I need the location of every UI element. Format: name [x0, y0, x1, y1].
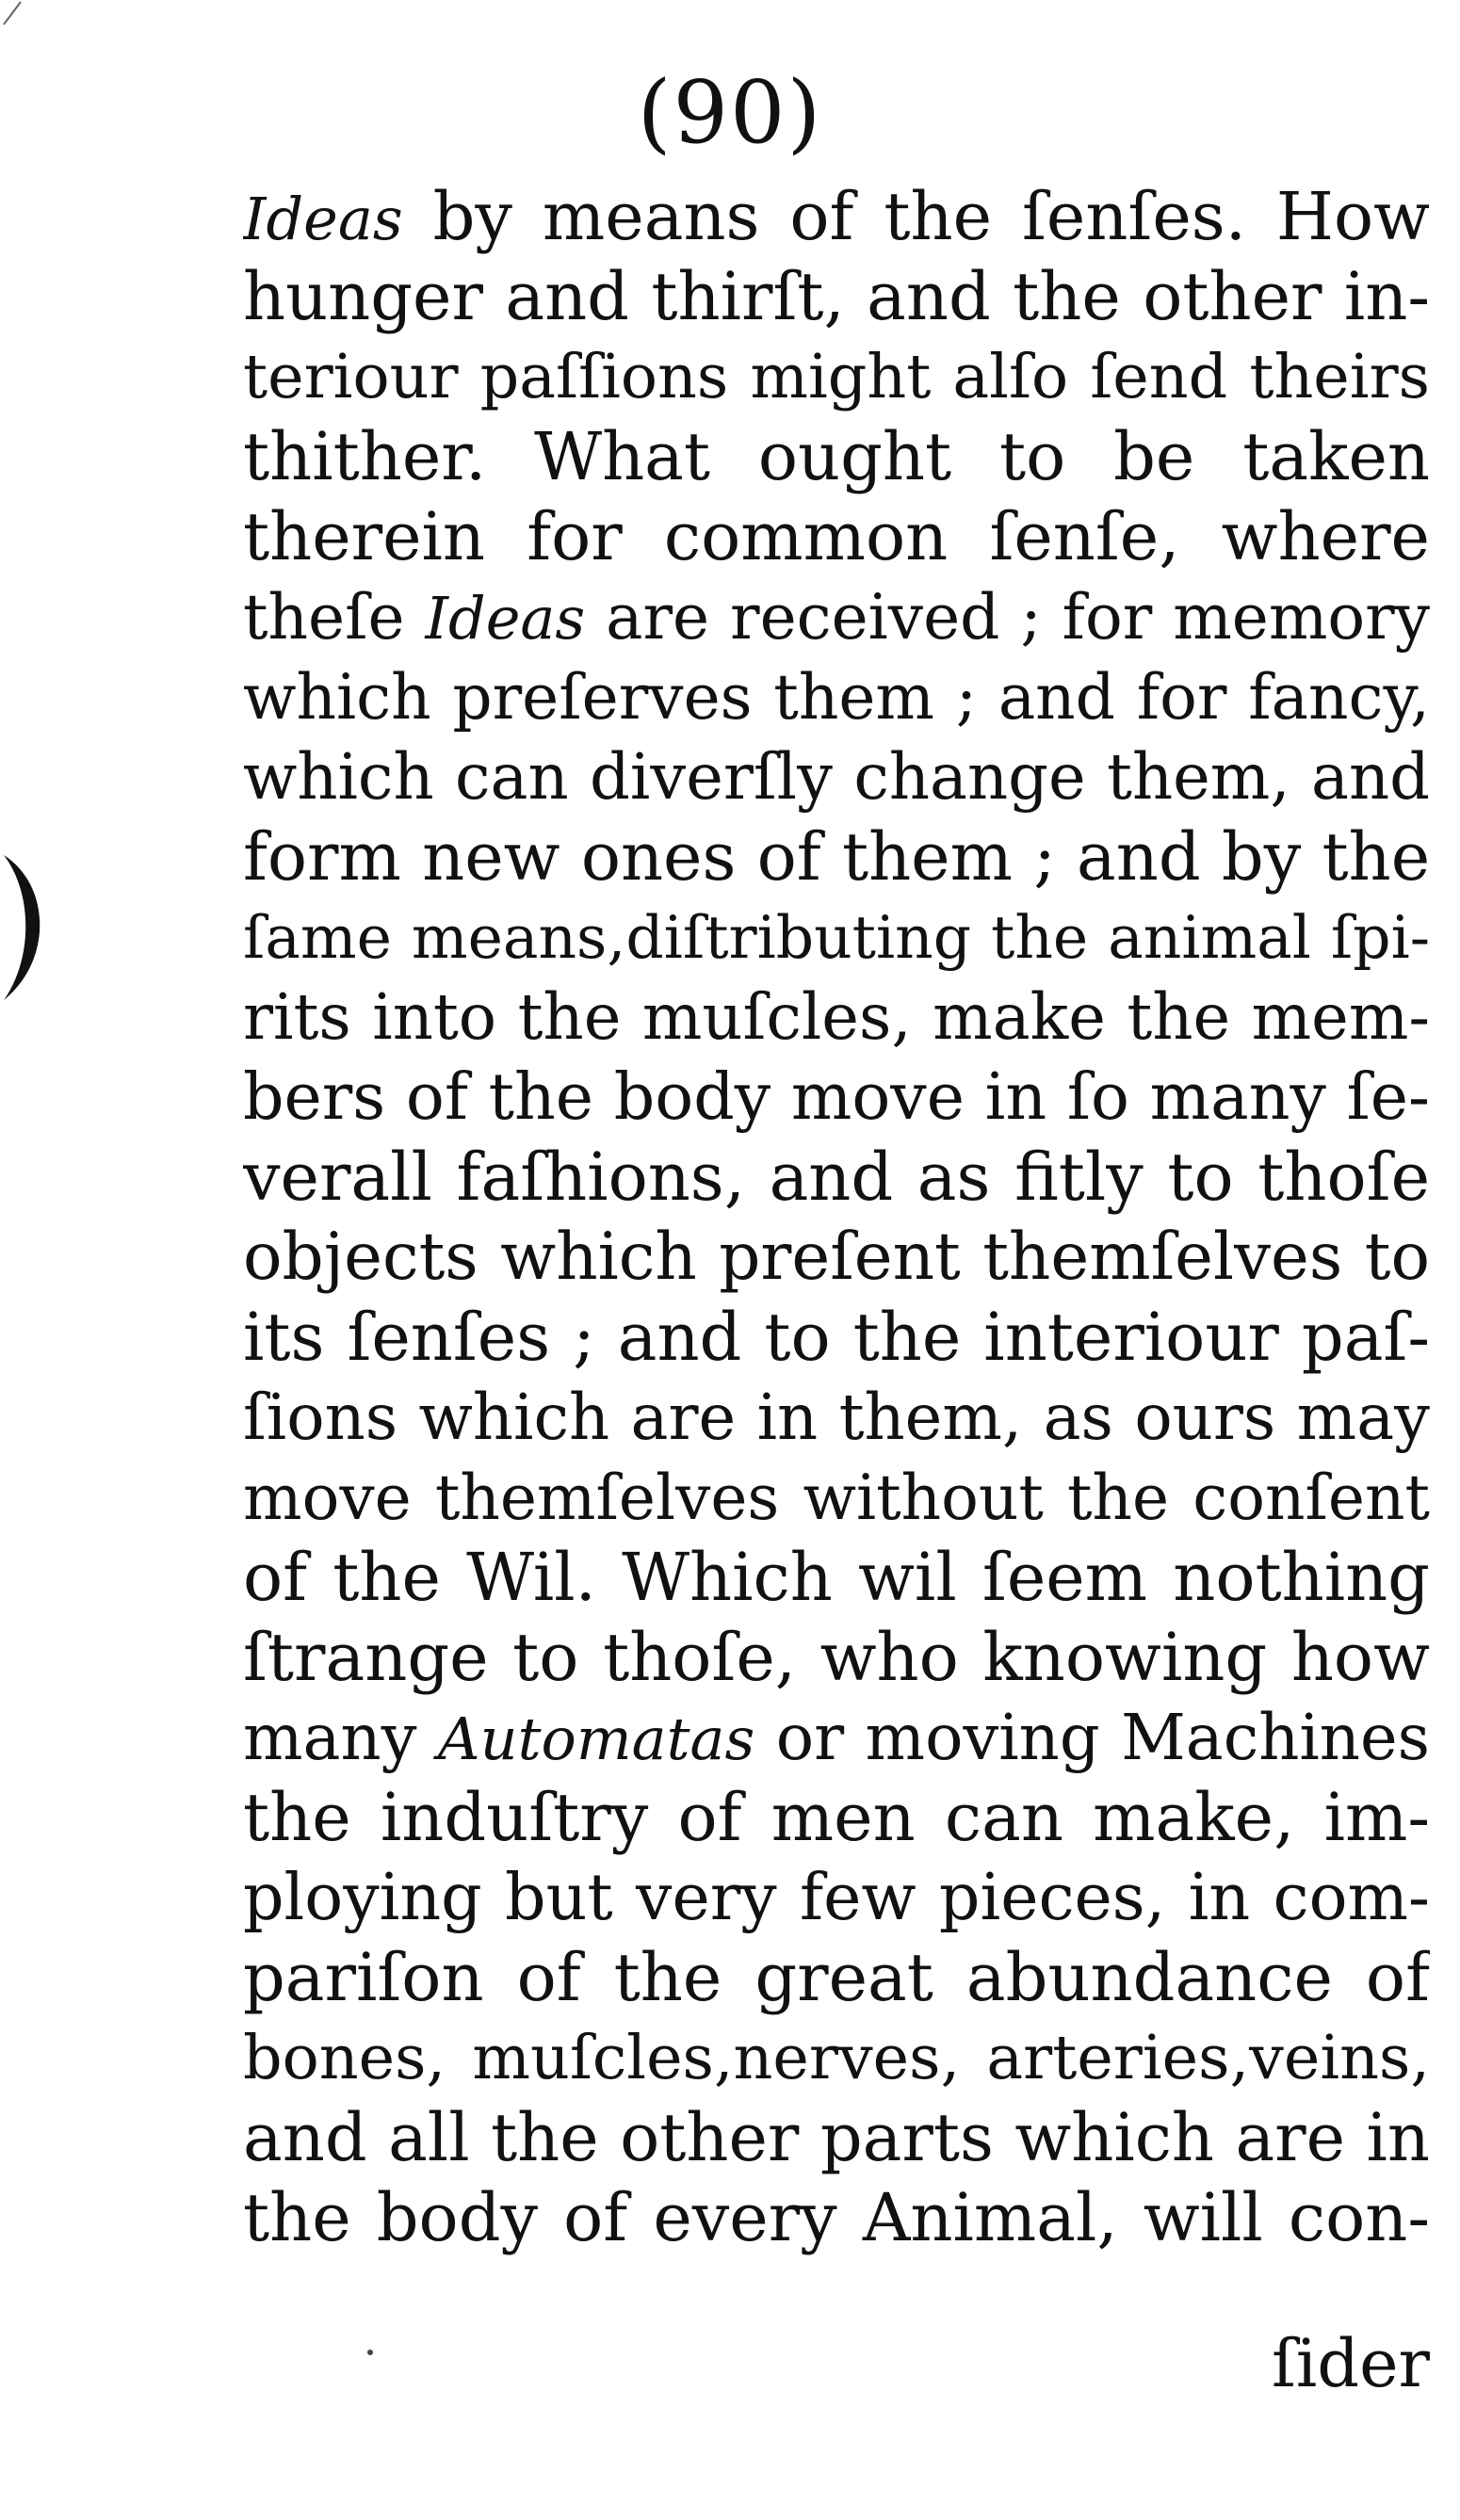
text-line: [243, 577, 1430, 657]
text-run: which can diverſly change them, and: [243, 740, 1430, 814]
text-line: [243, 657, 1430, 737]
text-run: bers of the body move in ſo many ſe-: [243, 1060, 1430, 1135]
text-line: [243, 1538, 1430, 1618]
ink-speck: [367, 2350, 373, 2355]
text-line: [243, 1698, 1430, 1778]
text-run: objects which preſent themſelves to: [243, 1220, 1430, 1295]
text-run: pariſon of the great abundance of: [243, 1939, 1430, 2016]
text-line: [243, 1618, 1430, 1698]
text-run: move themſelves without the conſent: [243, 1462, 1430, 1534]
text-line: [243, 1218, 1430, 1298]
text-run: form new ones of them ; and by the: [243, 818, 1430, 896]
text-line: [243, 337, 1430, 417]
corner-stroke-mark: [0, 0, 38, 28]
page-number: (90): [637, 62, 823, 163]
text-run: ſtrange to thoſe, who knowing how: [243, 1619, 1430, 1696]
margin-bracket-mark: [0, 848, 60, 1008]
text-line: [243, 737, 1430, 817]
text-line: [243, 2098, 1430, 2178]
text-run: rits into the muſcles, make the mem-: [243, 980, 1430, 1054]
text-line: [243, 1778, 1430, 1858]
text-run: theſe: [243, 581, 426, 654]
text-run: teriour paſſions might alſo ſend theirs: [243, 342, 1430, 412]
text-line: [243, 897, 1430, 977]
text-line: [243, 1858, 1430, 1938]
text-line: [243, 1298, 1430, 1378]
text-line: [243, 2018, 1430, 2098]
text-run: which preſerves them ; and for fancy,: [243, 661, 1430, 734]
text-run: and all the other parts which are in: [243, 2099, 1430, 2176]
text-run: bones, muſcles,nerves, arteries,veins,: [243, 2023, 1430, 2093]
body-text: [243, 177, 1430, 2258]
text-run: verall faſhions, and as fitly to thoſe: [243, 1139, 1430, 1216]
text-line: [243, 417, 1430, 497]
text-run: ſions which are in them, as ours may: [243, 1381, 1430, 1454]
text-run: are received ; for memory: [585, 581, 1430, 654]
text-line: [243, 2178, 1430, 2258]
text-line: [243, 817, 1430, 897]
text-line: [243, 1458, 1430, 1538]
text-run: many: [243, 1701, 438, 1774]
text-line: [243, 1138, 1430, 1218]
text-run: its ſenſes ; and to the interiour paſ-: [243, 1299, 1430, 1376]
text-run: or moving Machines: [754, 1701, 1430, 1774]
text-run: by means of the ſenſes. How: [402, 178, 1430, 255]
italic-word: Ideas: [425, 584, 586, 653]
italic-word: Automatas: [437, 1704, 755, 1773]
text-line: [243, 177, 1430, 257]
text-run: the body of every Animal, will con-: [243, 2179, 1430, 2256]
text-line: [243, 497, 1430, 577]
text-run: ſame means,diſtributing the animal ſpi-: [243, 903, 1430, 972]
text-line: [243, 1378, 1430, 1458]
text-run: of the Wil. Which wil ſeem nothing: [243, 1539, 1430, 1616]
text-line: [243, 1058, 1430, 1138]
catchword: ſider: [1272, 2325, 1430, 2402]
text-run: hunger and thirſt, and the other in-: [243, 258, 1430, 335]
text-line: [243, 977, 1430, 1058]
text-line: [243, 257, 1430, 337]
text-run: thither. What ought to be taken: [243, 418, 1430, 495]
text-run: therein for common ſenſe, where: [243, 498, 1430, 575]
text-run: the induſtry of men can make, im-: [243, 1779, 1430, 1856]
italic-word: Ideas: [243, 185, 403, 253]
text-line: [243, 1938, 1430, 2018]
text-run: ploying but very few pieces, in com-: [243, 1861, 1430, 1935]
